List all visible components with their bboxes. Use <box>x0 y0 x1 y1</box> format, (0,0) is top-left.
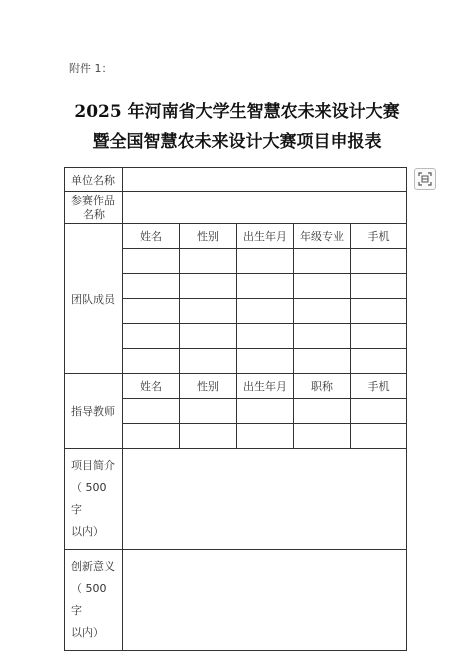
team-cell-name[interactable] <box>123 299 180 324</box>
project-intro-label <box>65 449 123 550</box>
advisor-cell-title[interactable] <box>294 424 351 449</box>
team-header-major: 年级专业 <box>294 224 351 249</box>
team-cell-birth[interactable] <box>237 349 294 374</box>
innovation-label <box>65 550 123 651</box>
team-cell-major[interactable] <box>294 324 351 349</box>
team-cell-name[interactable] <box>123 249 180 274</box>
unit-name-field[interactable] <box>123 168 407 192</box>
advisor-header-phone: 手机 <box>351 374 407 399</box>
advisor-header-birth: 出生年月 <box>237 374 294 399</box>
team-header-phone: 手机 <box>351 224 407 249</box>
team-cell-major[interactable] <box>294 249 351 274</box>
attachment-label: 附件 1： <box>69 62 113 75</box>
advisor-cell-birth[interactable] <box>237 399 294 424</box>
team-cell-gender[interactable] <box>180 349 237 374</box>
team-header-birth: 出生年月 <box>237 224 294 249</box>
team-cell-phone[interactable] <box>351 274 407 299</box>
advisor-cell-birth[interactable] <box>237 424 294 449</box>
team-cell-gender[interactable] <box>180 274 237 299</box>
project-name-field[interactable] <box>123 192 407 224</box>
advisor-cell-name[interactable] <box>123 424 180 449</box>
team-cell-name[interactable] <box>123 274 180 299</box>
page-title-line-1: 2025 年河南省大学生智慧农未来设计大赛 <box>74 102 400 122</box>
team-cell-birth[interactable] <box>237 324 294 349</box>
project-name-label-line-2: 名称 <box>83 207 105 221</box>
advisor-cell-name[interactable] <box>123 399 180 424</box>
project-name-label <box>65 192 123 224</box>
advisor-header-name: 姓名 <box>123 374 180 399</box>
team-cell-phone[interactable] <box>351 349 407 374</box>
team-cell-phone[interactable] <box>351 299 407 324</box>
project-name-label-line-1: 参赛作品 <box>71 193 115 207</box>
innovation-label-line-3: 以内） <box>71 626 104 639</box>
team-cell-gender[interactable] <box>180 299 237 324</box>
team-cell-name[interactable] <box>123 324 180 349</box>
scan-button[interactable] <box>414 168 436 190</box>
team-cell-phone[interactable] <box>351 324 407 349</box>
team-cell-gender[interactable] <box>180 324 237 349</box>
team-cell-major[interactable] <box>294 299 351 324</box>
project-intro-label-line-3: 以内） <box>71 525 104 538</box>
application-form-table <box>64 167 407 651</box>
team-cell-birth[interactable] <box>237 249 294 274</box>
project-intro-label-line-1: 项目简介 <box>71 459 115 472</box>
team-cell-major[interactable] <box>294 274 351 299</box>
team-cell-gender[interactable] <box>180 249 237 274</box>
team-cell-phone[interactable] <box>351 249 407 274</box>
advisor-header-title: 职称 <box>294 374 351 399</box>
team-members-label: 团队成员 <box>65 224 123 374</box>
team-cell-name[interactable] <box>123 349 180 374</box>
scan-icon <box>418 172 432 186</box>
project-intro-label-line-2: （ 500 字 <box>71 481 107 516</box>
team-cell-major[interactable] <box>294 349 351 374</box>
project-intro-field[interactable] <box>123 449 407 550</box>
team-cell-birth[interactable] <box>237 299 294 324</box>
advisor-label: 指导教师 <box>65 374 123 449</box>
innovation-field[interactable] <box>123 550 407 651</box>
advisor-header-gender: 性别 <box>180 374 237 399</box>
advisor-cell-phone[interactable] <box>351 424 407 449</box>
advisor-cell-gender[interactable] <box>180 424 237 449</box>
unit-name-label: 单位名称 <box>65 168 123 192</box>
advisor-cell-gender[interactable] <box>180 399 237 424</box>
team-header-gender: 性别 <box>180 224 237 249</box>
team-cell-birth[interactable] <box>237 274 294 299</box>
innovation-label-line-1: 创新意义 <box>71 560 115 573</box>
innovation-label-line-2: （ 500 字 <box>71 582 107 617</box>
team-header-name: 姓名 <box>123 224 180 249</box>
advisor-cell-title[interactable] <box>294 399 351 424</box>
page-title-line-2: 暨全国智慧农未来设计大赛项目申报表 <box>92 132 382 152</box>
advisor-cell-phone[interactable] <box>351 399 407 424</box>
